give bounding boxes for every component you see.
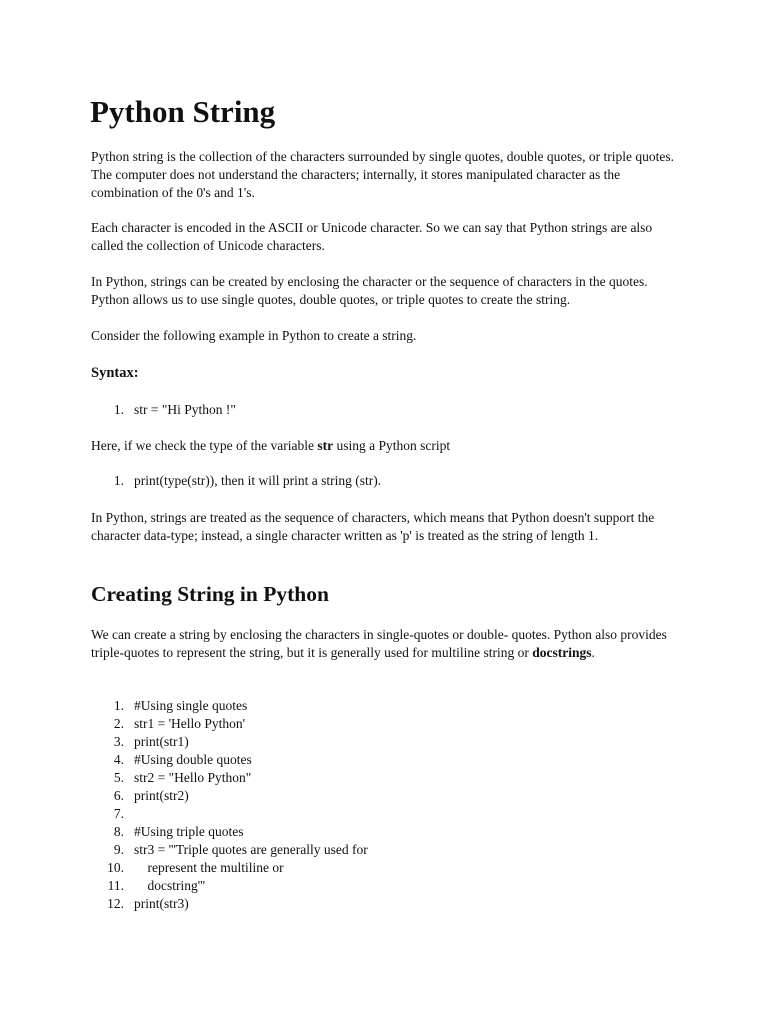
syntax-label: Syntax: [91,365,139,381]
code-text: print(str2) [134,788,189,803]
code-text: docstring''' [134,878,206,893]
code-line [90,859,690,877]
docstrings-keyword: docstrings [532,645,592,660]
line-number: 5. [113,770,124,785]
code-line [90,472,690,490]
line-number: 12. [107,896,124,911]
code-text: print(type(str)), then it will print a string (str). [134,473,382,488]
line-number: 3. [113,734,124,749]
code-text: #Using single quotes [134,698,248,713]
line-number: 8. [113,824,124,839]
creating-text-end: . [591,645,595,660]
code-line [90,401,690,419]
line-number: 1. [113,402,124,417]
intro-paragraph: Python string is the collection of the characters surrounded by single quotes, double quotes, or triple quotes. The computer does not understand the characters; internally, it stores manipulated character as the combination of the 0's and 1's. [91,149,675,200]
code-text: str3 = '''Triple quotes are generally used for [134,842,368,857]
section-title: Creating String in Python [91,582,329,606]
code-line [90,769,690,787]
creating-paragraph [91,626,681,662]
line-number: 6. [113,788,124,803]
code-line [90,823,690,841]
line-number: 10. [107,860,124,875]
code-line [90,787,690,805]
syntax-code-list [90,401,690,419]
line-number: 4. [113,752,124,767]
string-example-code-list [90,697,690,913]
code-text: str = "Hi Python !" [134,402,236,417]
creating-text: We can create a string by enclosing the characters in single-quotes or double- quotes. Python also provides triple-quotes to represent the string, but it is generally used for multiline string or [91,627,667,660]
code-text: print(str3) [134,896,189,911]
line-number: 11. [107,878,124,893]
example-intro-paragraph: Consider the following example in Python to create a string. [91,328,417,343]
code-text: str2 = "Hello Python" [134,770,252,785]
type-check-text-b: using a Python script [333,438,451,453]
str-keyword: str [317,438,334,453]
code-text: print(str1) [134,734,189,749]
creation-paragraph: In Python, strings can be created by enclosing the character or the sequence of characters in the quotes. Python allows us to use single quotes, double quotes, or triple quotes to create the string. [91,274,648,307]
code-text: str1 = 'Hello Python' [134,716,246,731]
code-text: #Using double quotes [134,752,252,767]
code-line [90,733,690,751]
type-check-paragraph [91,437,681,455]
code-line [90,805,690,823]
page-title: Python String [90,94,276,129]
encoding-paragraph: Each character is encoded in the ASCII or Unicode character. So we can say that Python strings are also called the collection of Unicode characters. [91,220,653,253]
code-line [90,697,690,715]
type-code-list [90,472,690,490]
line-number: 2. [113,716,124,731]
code-text: represent the multiline or [134,860,284,875]
code-line [90,895,690,913]
code-line [90,751,690,769]
code-line [90,715,690,733]
line-number: 1. [113,698,124,713]
code-text: #Using triple quotes [134,824,244,839]
line-number: 1. [113,473,124,488]
code-line [90,877,690,895]
type-check-text-a: Here, if we check the type of the variable [91,438,318,453]
sequence-paragraph: In Python, strings are treated as the sequence of characters, which means that Python doesn't support the character data-type; instead, a single character written as 'p' is treated as the string of length 1. [91,510,655,543]
code-line [90,841,690,859]
line-number: 9. [113,842,124,857]
line-number: 7. [113,806,124,821]
